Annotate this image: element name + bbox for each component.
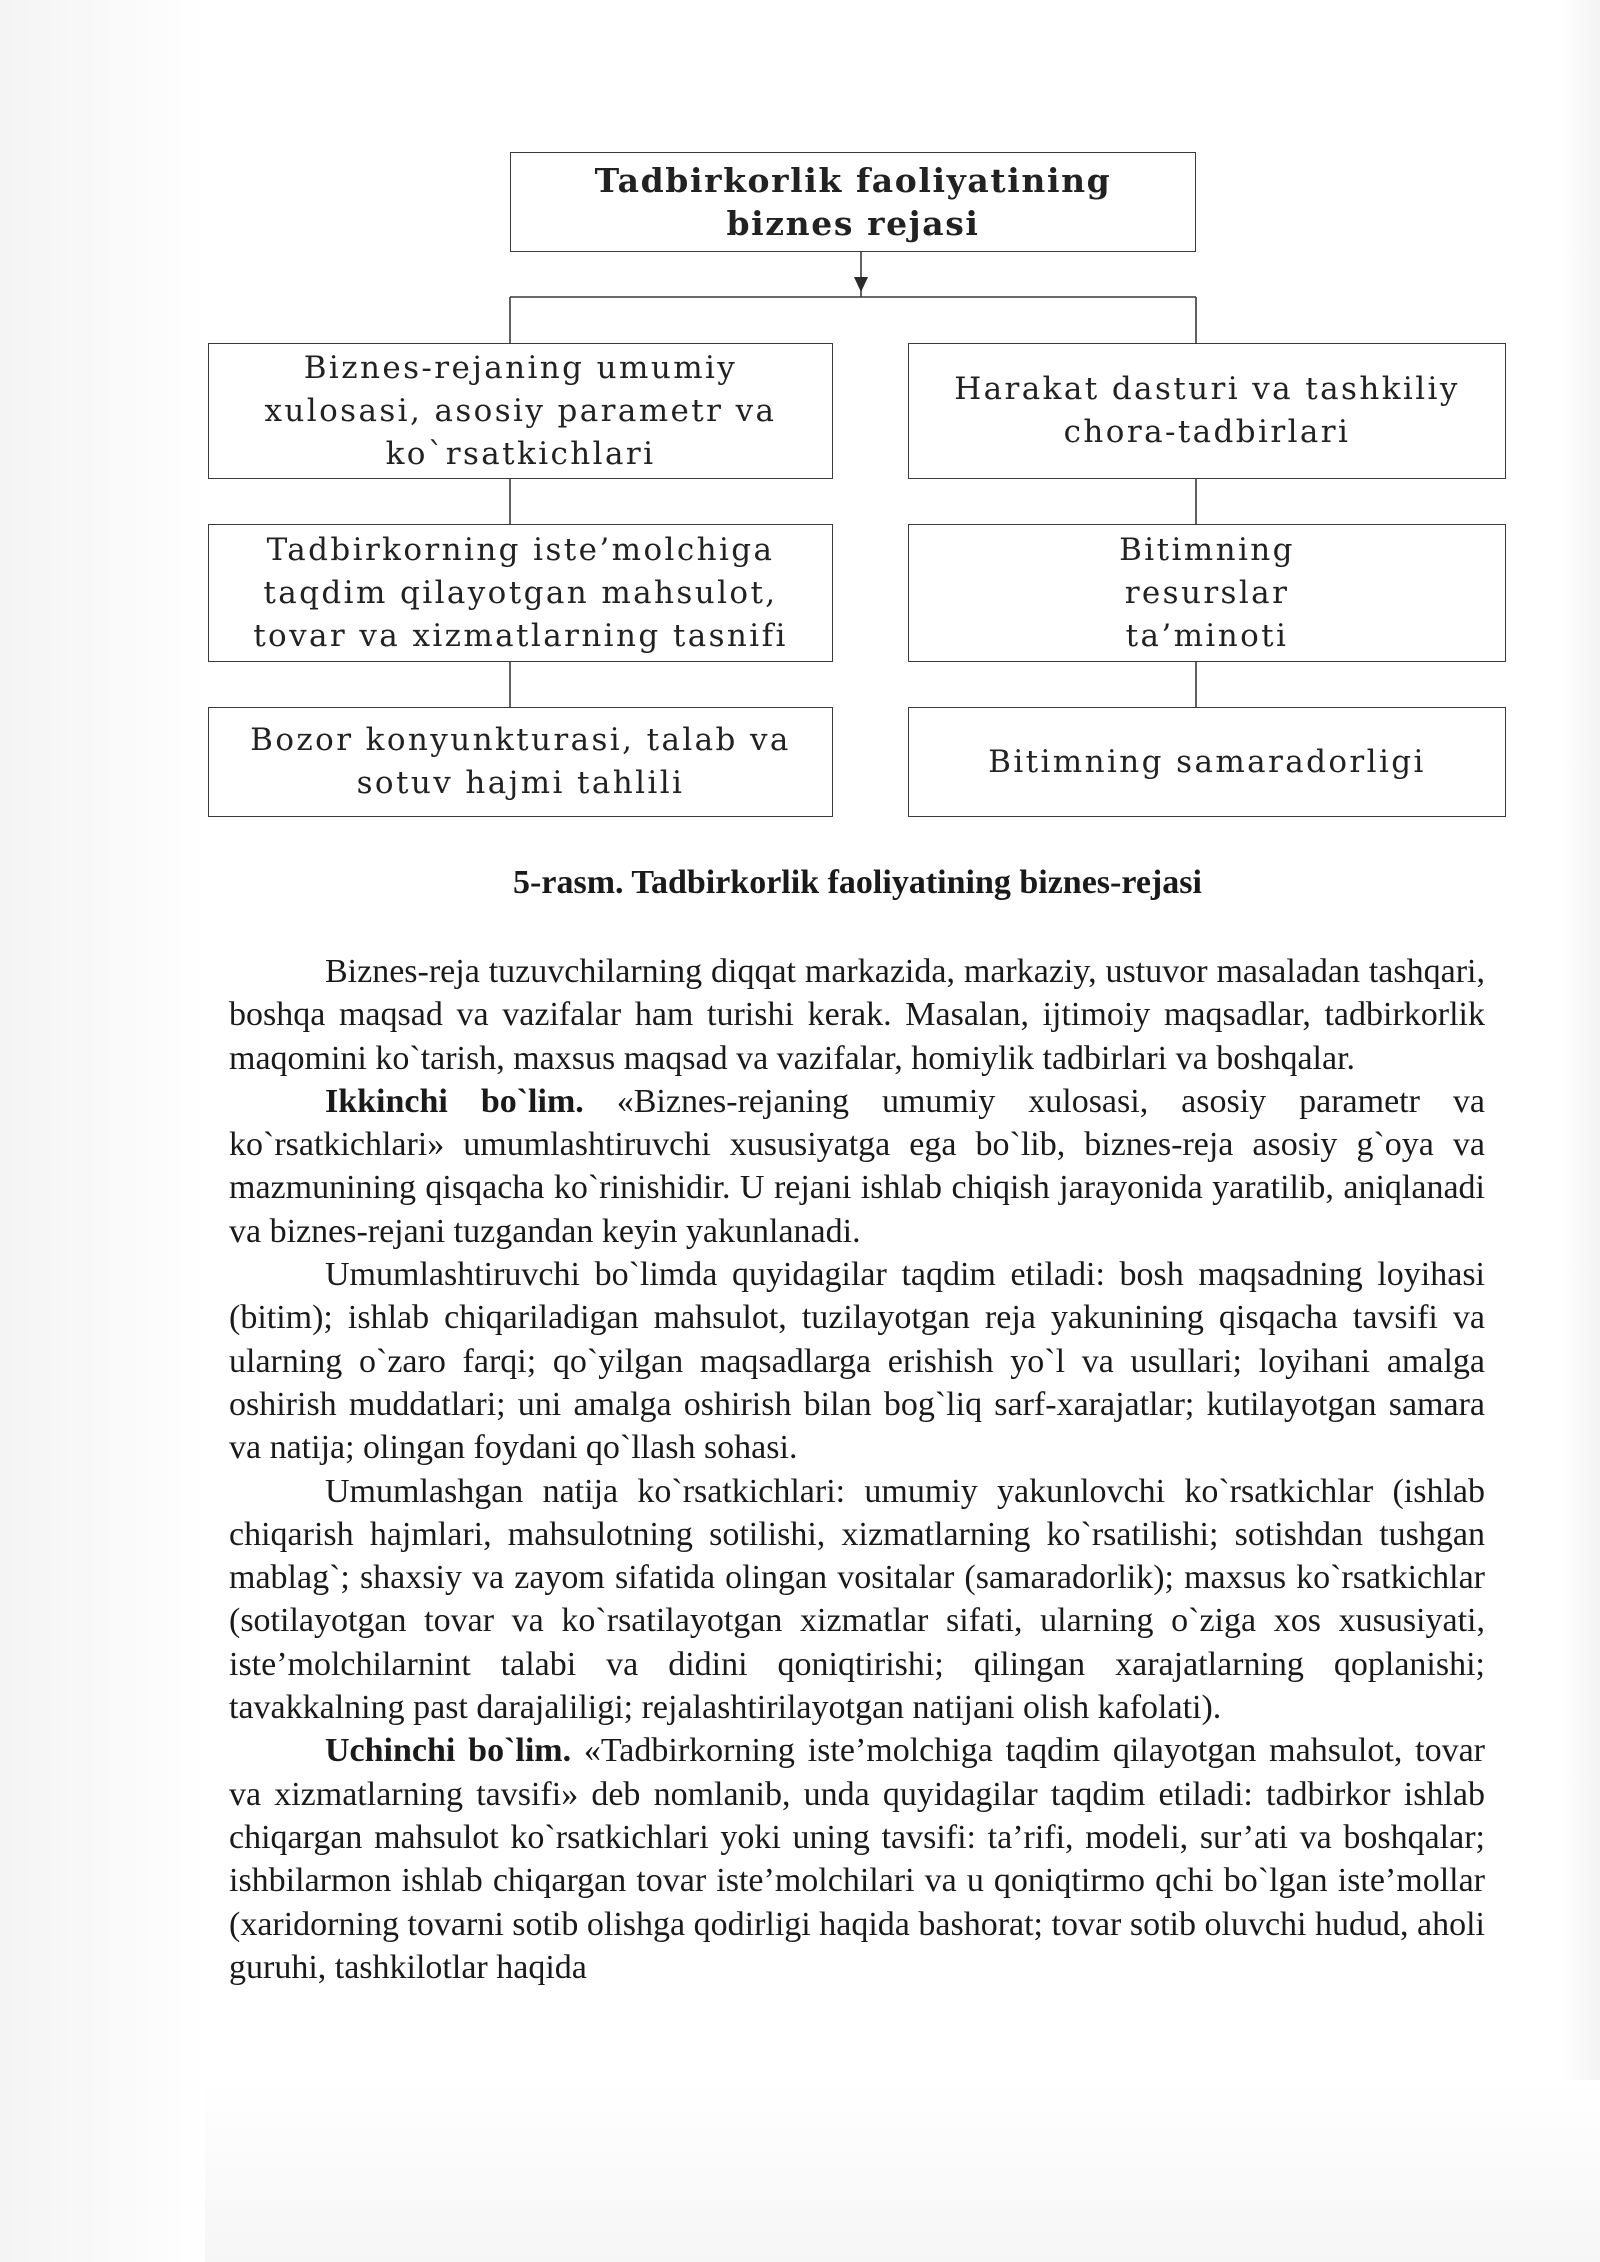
figure-caption: 5-rasm. Tadbirkorlik faoliyatining biznes-rejasi xyxy=(513,864,1202,901)
diagram-right-label-2: Bitimning resurslar ta’minoti xyxy=(1119,531,1295,654)
diagram-root-label: Tadbirkorlik faoliyatining biznes rejasi xyxy=(594,161,1112,243)
paragraph-4 xyxy=(229,1470,1485,1730)
paragraph-2-text: «Biznes-rejaning umumiy xulosasi, asosiy parametr va ko`rsatkichlari» umumlashtiruvchi xususiyatga ega bo`lib, biznes-reja asosiy g`oya va mazmunining qisqacha ko`rinishidir. U rejani ishlab chiqish jarayonida yaratilib, aniqlanadi va biznes-rejani tuzgandan keyin yakunlanadi. xyxy=(229,1082,1485,1250)
paragraph-5 xyxy=(229,1729,1485,1989)
paragraph-2 xyxy=(229,1080,1485,1253)
diagram-left-label-3: Bozor konyunkturasi, talab va sotuv hajmi tahlili xyxy=(250,722,791,801)
diagram-left-box-2 xyxy=(208,524,833,662)
arrowhead-icon xyxy=(854,277,868,292)
body-text xyxy=(229,950,1485,1989)
diagram-left-box-1 xyxy=(208,343,833,479)
diagram-left-label-2: Tadbirkorning iste’molchiga taqdim qilayotgan mahsulot, tovar va xizmatlarning tasnifi xyxy=(253,531,788,654)
business-plan-diagram xyxy=(0,0,1600,830)
paragraph-4-text: Umumlashgan natija ko`rsatkichlari: umumiy yakunlovchi ko`rsatkichlar (ishlab chiqarish hajmlari, mahsulotning sotilishi, xizmatlarning ko`rsatilishi; sotishdan tushgan mablag`; shaxsiy va zayom sifatida olingan vositalar (samaradorlik); maxsus ko`rsatkichlar (sotilayotgan tovar va ko`rsatilayotgan xizmatlar sifati, ularning o`ziga xos xususiyati, iste’molchilarnint talabi va didini qoniqtirishi; qilingan xarajatlarning qoplanishi; tavakkalning past darajaliligi; rejalashtirilayotgan natijani olish kafolati). xyxy=(229,1472,1485,1727)
diagram-right-box-1 xyxy=(908,343,1506,479)
diagram-right-label-3: Bitimning samaradorligi xyxy=(988,743,1426,780)
paragraph-1-text: Biznes-reja tuzuvchilarning diqqat markazida, markaziy, ustuvor masaladan tashqari, boshqa maqsad va vazifalar ham turishi kerak. Masalan, ijtimoiy maqsadlar, tadbirkorlik maqomini ko`tarish, maxsus maqsad va vazifalar, homiylik tadbirlari va boshqalar. xyxy=(229,953,1485,1077)
diagram-right-box-3 xyxy=(908,707,1506,817)
diagram-right-box-2 xyxy=(908,524,1506,662)
paragraph-5-text: «Tadbirkorning iste’molchiga taqdim qilayotgan mahsulot, tovar va xizmatlarning tavsifi» deb nomlanib, unda quyidagilar taqdim etiladi: tadbirkor ishlab chiqargan mahsulot ko`rsatkichlari yoki uning tavsifi: ta’rifi, modeli, sur’ati va boshqalar; ishbilarmon ishlab chiqargan tovar iste’molchilari va u qoniqtirmo qchi bo`lgan iste’mollar (xaridorning tovarni sotib olishga qodirligi haqida bashorat; tovar sotib oluvchi hudud, aholi guruhi, tashkilotlar haqida xyxy=(229,1732,1485,1986)
paragraph-1 xyxy=(229,950,1485,1080)
paragraph-2-lead: Ikkinchi bo`lim. xyxy=(325,1082,584,1120)
diagram-left-box-3 xyxy=(208,707,833,817)
page-bottom-shade xyxy=(205,2080,1600,2262)
paragraph-5-lead: Uchinchi bo`lim. xyxy=(325,1732,572,1770)
diagram-right-label-1: Harakat dasturi va tashkiliy chora-tadbirlari xyxy=(954,371,1460,450)
diagram-root-box xyxy=(510,152,1196,252)
diagram-left-label-1: Biznes-rejaning umumiy xulosasi, asosiy parametr va ko`rsatkichlari xyxy=(264,349,777,472)
paragraph-3-text: Umumlashtiruvchi bo`limda quyidagilar taqdim etiladi: bosh maqsadning loyihasi (bitim); ishlab chiqariladigan mahsulot, tuzilayotgan reja yakunining qisqacha tavsifi va ularning o`zaro farqi; qo`yilgan maqsadlarga erishish yo`l va usullari; loyihani amalga oshirish muddatlari; uni amalga oshirish bilan bog`liq sarf-xarajatlar; kutilayotgan samara va natija; olingan foydani qo`llash sohasi. xyxy=(229,1256,1485,1467)
paragraph-3 xyxy=(229,1253,1485,1469)
